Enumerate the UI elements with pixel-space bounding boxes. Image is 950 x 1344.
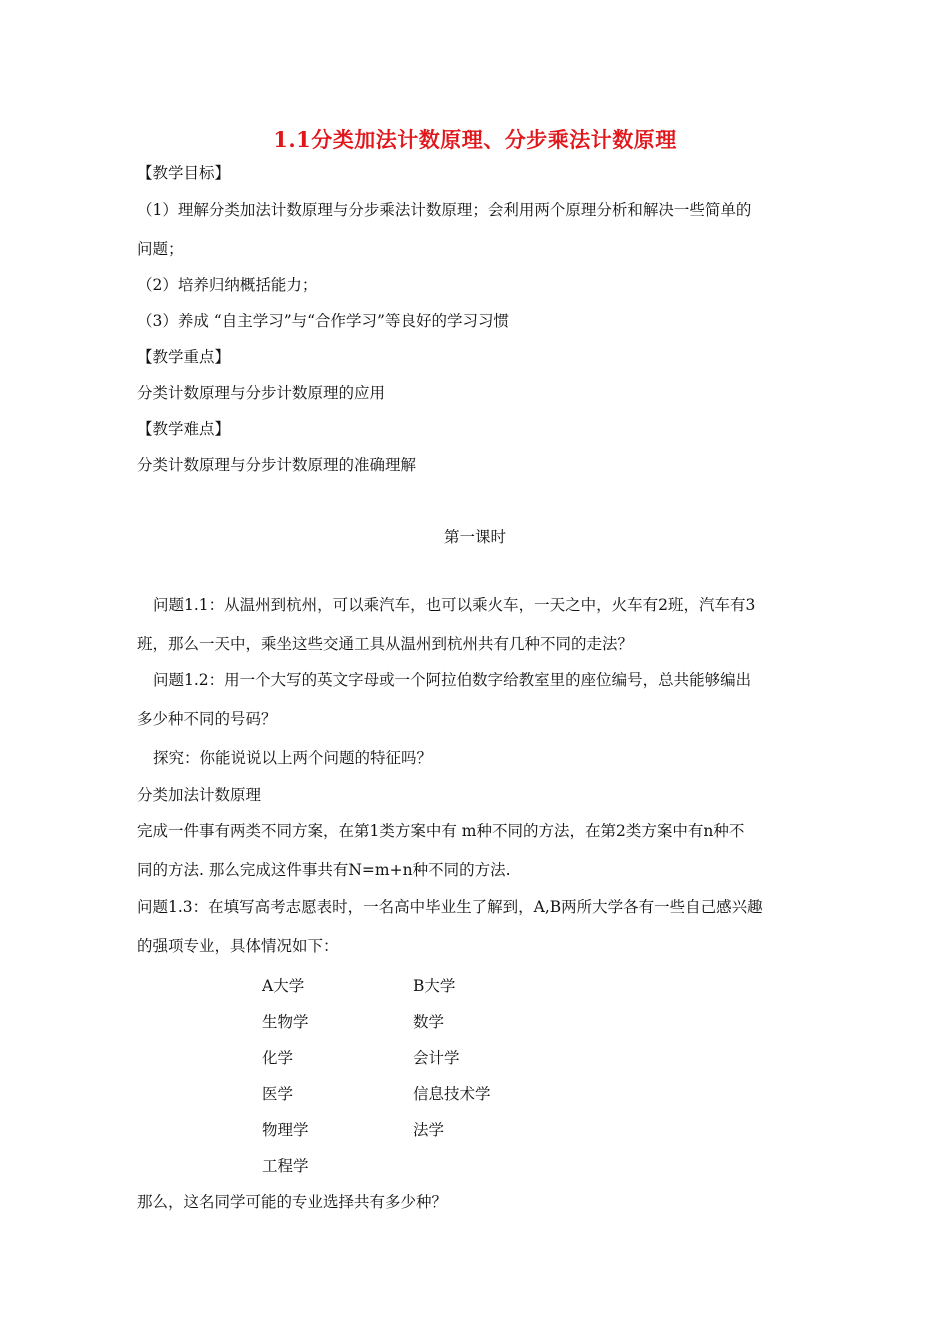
goal-2: （2）培养归纳概括能力；: [137, 276, 318, 294]
table-b-item: 法学: [413, 1121, 445, 1139]
key-heading: 【教学重点】: [137, 348, 231, 366]
table-b-item: 信息技术学: [413, 1085, 491, 1103]
table-header-a: A大学: [262, 977, 305, 995]
document-title: 1.1分类加法计数原理、分步乘法计数原理: [273, 127, 677, 152]
table-a-item: 工程学: [262, 1157, 309, 1175]
table-header-b: B大学: [413, 977, 456, 995]
final-question: 那么，这名同学可能的专业选择共有多少种？: [137, 1193, 448, 1211]
table-b-item: 数学: [413, 1013, 445, 1031]
difficulty-text: 分类计数原理与分步计数原理的准确理解: [137, 456, 417, 474]
question-1-2-line-1: 问题1.2：用一个大写的英文字母或一个阿拉伯数字给教室里的座位编号，总共能够编出: [153, 671, 752, 689]
goals-heading: 【教学目标】: [137, 164, 231, 182]
lesson-title: 第一课时: [443, 528, 506, 546]
goal-1-line-1: （1）理解分类加法计数原理与分步乘法计数原理；会利用两个原理分析和解决一些简单的: [137, 201, 752, 219]
question-1-3-line-1: 问题1.3：在填写高考志愿表时，一名高中毕业生了解到，A,B两所大学各有一些自己感兴趣: [137, 898, 763, 916]
principle-line-2: 同的方法. 那么完成这件事共有N=m+n种不同的方法.: [137, 861, 511, 879]
question-1-1-line-1: 问题1.1：从温州到杭州，可以乘汽车，也可以乘火车，一天之中，火车有2班，汽车有3: [153, 596, 756, 614]
explore-prompt: 探究：你能说说以上两个问题的特征吗？: [153, 749, 433, 767]
table-a-item: 生物学: [262, 1013, 309, 1031]
key-text: 分类计数原理与分步计数原理的应用: [137, 384, 386, 402]
table-a-item: 化学: [262, 1049, 294, 1067]
difficulty-heading: 【教学难点】: [137, 420, 231, 438]
table-a-item: 医学: [262, 1085, 294, 1103]
goal-3: （3）养成 “自主学习”与“合作学习”等良好的学习习惯: [137, 312, 509, 330]
table-a-item: 物理学: [262, 1121, 309, 1139]
goal-1-line-2: 问题；: [137, 240, 184, 258]
principle-title: 分类加法计数原理: [137, 786, 262, 804]
principle-line-1: 完成一件事有两类不同方案，在第1类方案中有 m种不同的方法，在第2类方案中有n种不: [137, 822, 745, 840]
question-1-1-line-2: 班，那么一天中，乘坐这些交通工具从温州到杭州共有几种不同的走法？: [137, 635, 634, 653]
question-1-3-line-2: 的强项专业，具体情况如下：: [137, 937, 339, 955]
question-1-2-line-2: 多少种不同的号码？: [137, 710, 277, 728]
table-b-item: 会计学: [413, 1049, 460, 1067]
